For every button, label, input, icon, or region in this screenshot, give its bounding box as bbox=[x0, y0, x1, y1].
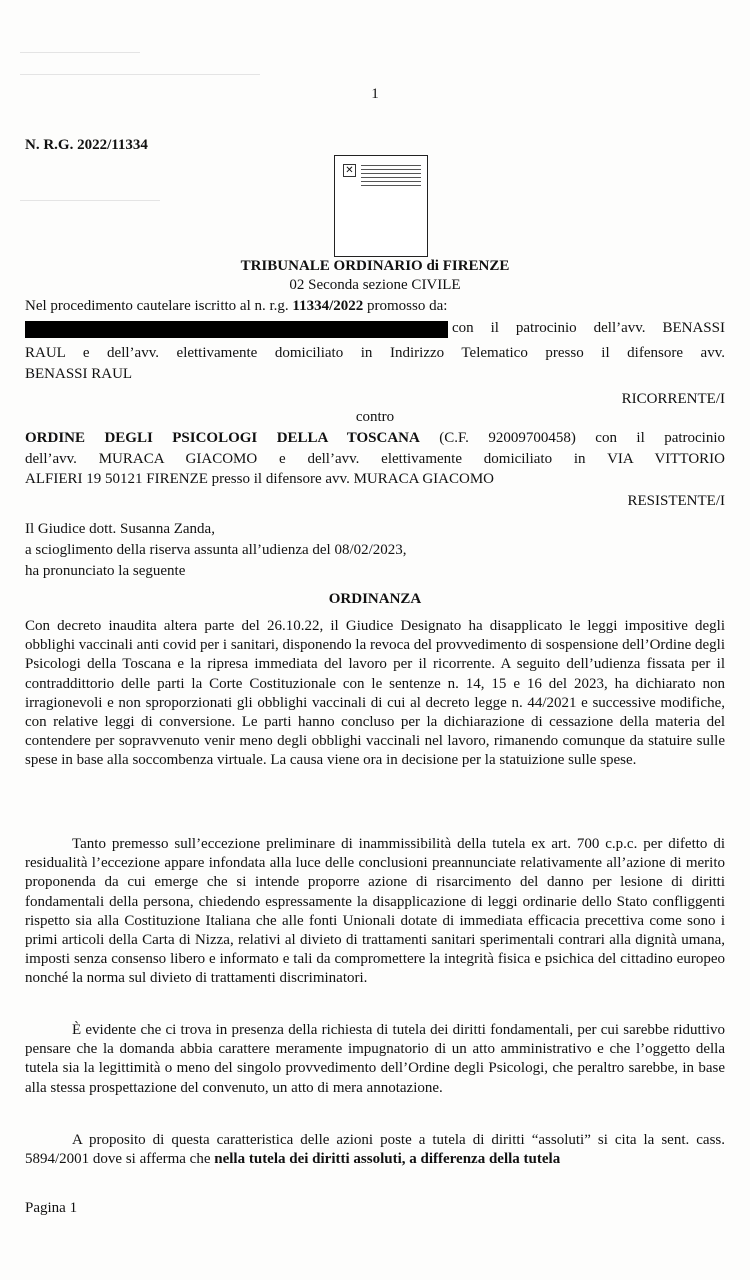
procedure-text-end: promosso da: bbox=[363, 298, 448, 314]
party2-line1 bbox=[25, 430, 725, 447]
scan-artifact bbox=[20, 200, 160, 201]
ricorrente-label: RICORRENTE/I bbox=[621, 391, 725, 407]
procedure-text: Nel procedimento cautelare iscritto al n. r.g. bbox=[25, 298, 293, 314]
paragraph-3-text: È evidente che ci trova in presenza della richiesta di tutela dei diritti fondamentali, per cui sarebbe riduttivo pensare che la domanda abbia carattere meramente impugnatorio di un atto amministrativo e che l’oggetto della tutela sia la legittimità o meno del singolo provvedimento dell’Ordine degli Psicologi, che peraltro sarebbe, in base alla stessa prospettazione del convenuto, un atto di mera annotazione. bbox=[25, 1022, 725, 1096]
paragraph-4-bold: nella tutela dei diritti assoluti, a differenza della tutela bbox=[214, 1151, 561, 1168]
resistente-label: RESISTENTE/I bbox=[627, 493, 725, 509]
party2-line1-rest: (C.F. 92009700458) con il patrocinio bbox=[419, 430, 726, 446]
judge-line2: a scioglimento della riserva assunta all’udienza del 08/02/2023, bbox=[25, 542, 407, 558]
ordinanza-heading: ORDINANZA bbox=[328, 591, 422, 607]
party2-name: ORDINE DEGLI PSICOLOGI DELLA TOSCANA bbox=[25, 430, 420, 446]
paragraph-1 bbox=[25, 617, 725, 771]
contro-label: contro bbox=[355, 409, 395, 425]
redacted-party-name bbox=[25, 321, 448, 338]
procedure-line bbox=[25, 298, 447, 315]
page-number: 1 bbox=[371, 86, 379, 102]
party2-line3: ALFIERI 19 50121 FIRENZE presso il difensore avv. MURACA GIACOMO bbox=[25, 471, 494, 487]
party2-line2: dell’avv. MURACA GIACOMO e dell’avv. elettivamente domiciliato in VIA VITTORIO bbox=[25, 451, 725, 467]
broken-image-icon: ✕ bbox=[343, 164, 356, 177]
court-name: TRIBUNALE ORDINARIO di FIRENZE bbox=[240, 258, 510, 274]
scan-artifact bbox=[20, 74, 260, 75]
procedure-number: 11334/2022 bbox=[292, 298, 364, 314]
party1-line3: BENASSI RAUL bbox=[25, 366, 133, 382]
case-number: N. R.G. 2022/11334 bbox=[25, 137, 148, 153]
paragraph-1-text: Con decreto inaudita altera parte del 26.10.22, il Giudice Designato ha disapplicato le leggi impositive degli obblighi vaccinali anti covid per i sanitari, disponendo la revoca del provvedimento di sospensione dell’Ordine degli Psicologi della Toscana e la ripresa immediata del lavoro per il ricorrente. A seguito dell’udienza fissata per il contraddittorio delle parti la Corte Costituzionale con le sentenze n. 14, 15 e 16 del 2023, ha dichiarato non irragionevoli e non sproporzionati gli obblighi vaccinali di cui al decreto legge n. 44/2021 e successive modifiche, con relative leggi di conversione. Le parti hanno concluso per la dichiarazione di cessazione della materia del contendere per sopravvenuto venir meno degli obblighi vaccinali nel lavoro, rimanendo comunque da statuire sulle spese in base alla soccombenza virtuale. La causa viene ora in decisione per la statuizione sulle spese. bbox=[25, 618, 725, 769]
paragraph-4-text: A proposito di questa caratteristica delle azioni poste a tutela di diritti “assoluti” si cita la sent. cass. 5894/2001 dove si afferma che bbox=[25, 1132, 725, 1168]
party1-line2: RAUL e dell’avv. elettivamente domiciliato in Indirizzo Telematico presso il difensore avv. bbox=[25, 345, 725, 361]
paragraph-2 bbox=[25, 835, 725, 989]
page-footer: Pagina 1 bbox=[25, 1200, 78, 1216]
judge-line1: Il Giudice dott. Susanna Zanda, bbox=[25, 521, 215, 537]
broken-image-placeholder bbox=[334, 155, 428, 257]
placeholder-text-lines bbox=[361, 162, 421, 189]
scan-artifact bbox=[20, 52, 140, 53]
judge-line3: ha pronunciato la seguente bbox=[25, 563, 186, 579]
paragraph-3 bbox=[25, 1021, 725, 1098]
paragraph-4 bbox=[25, 1131, 725, 1169]
party1-line1: con il patrocinio dell’avv. BENASSI bbox=[452, 320, 725, 336]
paragraph-2-text: Tanto premesso sull’eccezione preliminare di inammissibilità della tutela ex art. 700 c.p.c. per difetto di residualità l’eccezione appare infondata alla luce delle conclusioni preannunciate relativamente all’azione di merito proponenda da cui emerge che si intende proporre azione di risarcimento del danno per lesione di diritti fondamentali della persona, chiedendo espressamente la disapplicazione di leggi ordinarie dello Stato confliggenti rispetto sia alla Costituzione Italiana che alle fonti Unionali dotate di immediata efficacia precettiva come sono i primi articoli della Carta di Nizza, relativi al divieto di trattamenti sanitari sperimentali contrari alla dignità umana, imposti senza consenso libero e informato e tali da compromettere la integrità fisica e psichica del cittadino europeo nonché la norma sul divieto di trattamenti discriminatori. bbox=[25, 836, 725, 987]
court-section: 02 Seconda sezione CIVILE bbox=[289, 277, 461, 293]
